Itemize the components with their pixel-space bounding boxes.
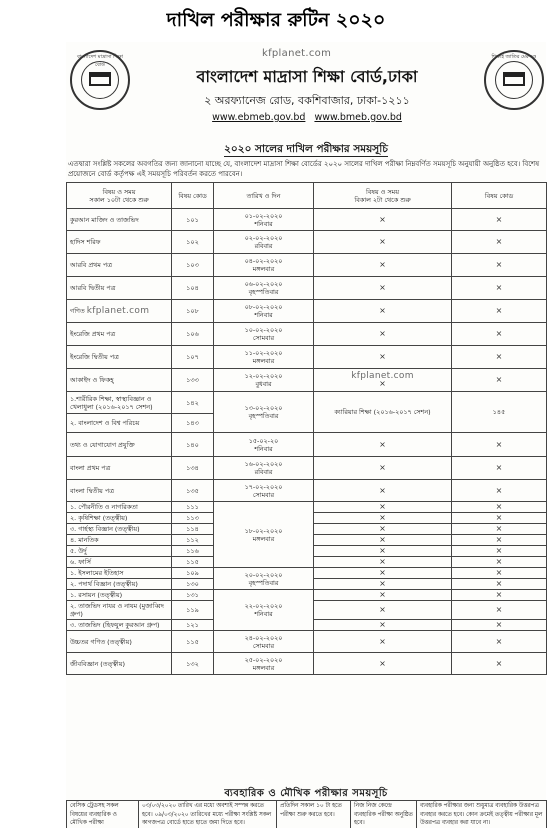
subject-cell: ৩. তাজভিদ (হিফযুল কুরআন গ্রুপ)	[67, 620, 172, 631]
cross-mark: ×	[452, 535, 547, 546]
code-cell: ১১৩	[172, 513, 214, 524]
practical-title: ব্যবহারিক ও মৌখিক পরীক্ষার সময়সূচি	[224, 788, 388, 799]
code-cell: ১০২	[172, 231, 214, 254]
date-cell: ০৪-০২-২০২০ মঙ্গলবার	[214, 254, 314, 277]
table-row	[67, 433, 547, 457]
cross-mark: ×	[314, 620, 452, 631]
subject-cell: ৬. ফার্সি	[67, 557, 172, 568]
table-row	[67, 801, 547, 828]
code-cell: ১০৭	[172, 346, 214, 369]
date-cell: ১১-০২-২০২০ মঙ্গলবার	[214, 346, 314, 369]
code-cell: ১৩১	[172, 590, 214, 601]
date-cell: ১২-০২-২০২০ বুধবার	[214, 369, 314, 392]
practical-table	[66, 800, 547, 828]
cross-mark: ×	[314, 513, 452, 524]
subject-cell: ৩. গার্হস্থ্য বিজ্ঞান (তত্ত্বীয়)	[67, 524, 172, 535]
code-cell: ১০১	[172, 209, 214, 231]
table-row	[67, 590, 547, 601]
subject-cell: আকাইদ ও ফিকহ্	[67, 369, 172, 392]
header-subject-morning: বিষয় ও সময় সকাল ১০টা থেকে শুরু	[67, 183, 172, 209]
date-cell: ১০-০২-২০২০ সোমবার	[214, 323, 314, 346]
cross-mark: ×	[452, 457, 547, 480]
code-cell: ১৩২	[172, 653, 214, 675]
cross-mark: ×	[452, 513, 547, 524]
subject-cell: জীববিজ্ঞান (তত্ত্বীয়)	[67, 653, 172, 675]
cross-mark: ×	[452, 557, 547, 568]
cross-mark: ×	[452, 231, 547, 254]
cross-mark: ×	[314, 480, 452, 502]
code-cell: ১০৮	[172, 300, 214, 323]
cross-mark: kfplanet.com ×	[314, 369, 452, 392]
table-row	[67, 631, 547, 653]
code-cell: ১৩৫	[172, 480, 214, 502]
cross-mark: ×	[314, 546, 452, 557]
practical-answer-sheet-cell: ব্যবহারিক পরীক্ষার জন্য শুধুমাত্র ব্যবহারিক উত্তরপত্র ব্যবহার করতে হবে। কোন ক্রমেই তত্ত্বীয় পরীক্ষার মূল উত্তরপত্র ব্যবহার করা যাবে না।	[417, 801, 547, 828]
cross-mark: ×	[314, 524, 452, 535]
subject-cell: আরবি প্রথম পত্র	[67, 254, 172, 277]
cross-mark: ×	[452, 323, 547, 346]
org-name: বাংলাদেশ মাদ্রাসা শিক্ষা বোর্ড,ঢাকা	[196, 67, 418, 86]
cross-mark: ×	[452, 631, 547, 653]
cross-mark: ×	[314, 557, 452, 568]
page-title: দাখিল পরীক্ষার রুটিন ২০২০	[166, 9, 386, 31]
cross-mark: ×	[314, 209, 452, 231]
code-cell: ১৩০	[172, 579, 214, 590]
cross-mark: ×	[452, 369, 547, 392]
subject-cell: ৪. মানতিক	[67, 535, 172, 546]
website-link-2[interactable]: www.bmeb.gov.bd	[314, 112, 402, 123]
cross-mark: ×	[452, 620, 547, 631]
cross-mark: ×	[314, 579, 452, 590]
emblem-icon: শিক্ষাই জাতির মেরুদণ্ড	[484, 50, 544, 110]
date-cell: ০১-০২-২০২০ শনিবার	[214, 209, 314, 231]
subject-cell: কুরআন মাজিদ ও তাজভিদ	[67, 209, 172, 231]
table-header-row	[67, 183, 547, 209]
subject-cell: ১. ইসলামের ইতিহাস	[67, 568, 172, 579]
cross-mark: ×	[314, 323, 452, 346]
subject-cell: ৫. উর্দু	[67, 546, 172, 557]
header-subject-afternoon: বিষয় ও সময় বিকাল ২টা থেকে শুরু	[314, 183, 452, 209]
watermark-top: kfplanet.com	[262, 48, 332, 59]
subject-cell: আরবি দ্বিতীয় পত্র	[67, 277, 172, 300]
table-row	[67, 231, 547, 254]
code-cell: ১১৬	[172, 546, 214, 557]
date-cell: ১৮-০২-২০২০ মঙ্গলবার	[214, 502, 314, 568]
cross-mark: ×	[314, 590, 452, 601]
cross-mark: ×	[314, 277, 452, 300]
code-cell: ১১৯	[172, 601, 214, 620]
date-cell: ২৫-০২-২০২০ মঙ্গলবার	[214, 653, 314, 675]
cross-mark: ×	[452, 568, 547, 579]
code-cell: ১৪৩	[172, 414, 214, 433]
routine-table	[66, 182, 547, 675]
cross-mark: ×	[452, 254, 547, 277]
table-row	[67, 480, 547, 502]
subject-cell: হাদিস শরিফ	[67, 231, 172, 254]
afternoon-subject-cell: ক্যারিয়ার শিক্ষা (২০১৬-২০১৭ সেশন)	[314, 392, 452, 433]
table-row	[67, 369, 547, 392]
header-code-2: বিষয় কোড	[452, 183, 547, 209]
code-cell: ১৪০	[172, 433, 214, 457]
cross-mark: ×	[452, 209, 547, 231]
date-cell: ২৪-০২-২০২০ সোমবার	[214, 631, 314, 653]
subject-cell: ইংরেজি দ্বিতীয় পত্র	[67, 346, 172, 369]
watermark-mid: kfplanet.com	[86, 306, 150, 316]
date-cell: ১৭-০২-২০২০ সোমবার	[214, 480, 314, 502]
code-cell: ১৩৪	[172, 457, 214, 480]
subject-cell: ১.শারীরিক শিক্ষা, স্বাস্থ্যবিজ্ঞান ও খেলাধুলা (২০১৬-২০১৭ সেশন)	[67, 392, 172, 414]
website-link-1[interactable]: www.ebmeb.gov.bd	[212, 112, 306, 123]
practical-deadline-cell: ০৩/০৩/২০২০ তারিখ এর মধ্যে অবশ্যই সম্পন্ন করতে হবে। ০৯/০৩/২০২০ তারিখের মধ্যে পরীক্ষা সংশ্লিষ্ট সকল কাগজপত্র বোর্ডে হাতে হাতে জমা দিতে হবে।	[139, 801, 277, 828]
schedule-title: ২০২০ সালের দাখিল পরীক্ষার সময়সূচি	[224, 143, 388, 155]
date-cell: ০৮-০২-২০২০ শনিবার	[214, 300, 314, 323]
cross-mark: ×	[314, 653, 452, 675]
subject-cell: বাংলা দ্বিতীয় পত্র	[67, 480, 172, 502]
table-row	[67, 300, 547, 323]
subject-cell: ইংরেজি প্রথম পত্র	[67, 323, 172, 346]
code-cell: ১১৫	[172, 557, 214, 568]
subject-cell: গণিত kfplanet.com	[67, 300, 172, 323]
date-cell: ২০-০২-২০২০ বৃহস্পতিবার	[214, 568, 314, 590]
subject-cell: ২. তাজভিদ নাযর ও নাযম (মুজাব্বিদ গ্রুপ)	[67, 601, 172, 620]
cross-mark: ×	[314, 346, 452, 369]
practical-subjects-cell: বেসিক ট্রেডসহ সকল বিষয়ের ব্যবহারিক ও মৌখিক পরীক্ষা	[67, 801, 139, 828]
subject-cell: ১. রসায়ন (তত্ত্বীয়)	[67, 590, 172, 601]
cross-mark: ×	[314, 568, 452, 579]
code-cell: ১০৯	[172, 568, 214, 579]
watermark-right: kfplanet.com	[351, 371, 414, 381]
cross-mark: ×	[452, 579, 547, 590]
date-cell: ১৫-০২-২০ শনিবার	[214, 433, 314, 457]
subject-cell: ২. বাংলাদেশ ও বিশ্ব পরিচয়	[67, 414, 172, 433]
table-row	[67, 653, 547, 675]
cross-mark: ×	[452, 502, 547, 513]
table-row	[67, 568, 547, 579]
cross-mark: ×	[452, 277, 547, 300]
org-websites	[142, 112, 472, 123]
cross-mark: ×	[452, 653, 547, 675]
table-row	[67, 457, 547, 480]
routine-document	[66, 42, 546, 828]
subject-cell: তথ্য ও যোগাযোগ প্রযুক্তি	[67, 433, 172, 457]
code-cell: ১১২	[172, 535, 214, 546]
practical-venue-cell: নিজ নিজ কেন্দ্রে ব্যবহারিক পরীক্ষা অনুষ্ঠিত হবে।	[351, 801, 417, 828]
date-cell: ১৬-০২-২০২০ রবিবার	[214, 457, 314, 480]
date-cell: ০২-০২-২০২০ রবিবার	[214, 231, 314, 254]
code-cell: ১২১	[172, 620, 214, 631]
cross-mark: ×	[314, 601, 452, 620]
table-row	[67, 346, 547, 369]
cross-mark: ×	[452, 346, 547, 369]
cross-mark: ×	[452, 433, 547, 457]
subject-cell: ২. পদার্থ বিজ্ঞান (তত্ত্বীয়)	[67, 579, 172, 590]
header-code: বিষয় কোড	[172, 183, 214, 209]
table-row	[67, 392, 547, 414]
afternoon-code-cell: ১৪৫	[452, 392, 547, 433]
table-row	[67, 323, 547, 346]
date-cell: ১৩-০২-২০২০ বৃহস্পতিবার	[214, 392, 314, 433]
code-cell: ১১৪	[172, 524, 214, 535]
cross-mark: ×	[314, 502, 452, 513]
notice-text: এতদ্বারা সংশ্লিষ্ট সকলের অবগতির জন্য জানানো যাচ্ছে যে, বাংলাদেশ মাদ্রাসা শিক্ষা বোর্ডের ২০২০ সালের দাখিল পরীক্ষা নিম্নবর্ণিত সময়সূচি অনুযায়ী অনুষ্ঠিত হবে। বিশেষ প্রয়োজনে বোর্ড কর্তৃপক্ষ এই সময়সূচি পরিবর্তন করতে পারবেন।	[68, 160, 540, 178]
table-row	[67, 209, 547, 231]
practical-time-cell: প্রতিদিন সকাল ১০ টা হতে পরীক্ষা শুরু করতে হবে।	[277, 801, 351, 828]
cross-mark: ×	[314, 300, 452, 323]
cross-mark: ×	[452, 590, 547, 601]
subject-cell: ২. কৃষিশিক্ষা (তত্ত্বীয়)	[67, 513, 172, 524]
subject-cell: উচ্চতর গণিত (তত্ত্বীয়)	[67, 631, 172, 653]
date-cell: ০৬-০২-২০২০ বৃহস্পতিবার	[214, 277, 314, 300]
subject-cell: বাংলা প্রথম পত্র	[67, 457, 172, 480]
table-row	[67, 254, 547, 277]
cross-mark: ×	[314, 457, 452, 480]
code-cell: ১০৪	[172, 277, 214, 300]
cross-mark: ×	[452, 524, 547, 535]
cross-mark: ×	[314, 631, 452, 653]
code-cell: ১১১	[172, 502, 214, 513]
code-cell: ১৪২	[172, 392, 214, 414]
code-cell: ১০৩	[172, 254, 214, 277]
table-row	[67, 502, 547, 513]
cross-mark: ×	[314, 254, 452, 277]
cross-mark: ×	[452, 300, 547, 323]
cross-mark: ×	[452, 601, 547, 620]
cross-mark: ×	[452, 546, 547, 557]
code-cell: ১৩৩	[172, 369, 214, 392]
board-header	[66, 42, 546, 137]
cross-mark: ×	[314, 433, 452, 457]
table-row	[67, 277, 547, 300]
subject-cell: ১. পৌরনীতি ও নাগরিকতা	[67, 502, 172, 513]
board-seal-icon: বাংলাদেশ মাদ্রাসা শিক্ষা বোর্ড	[70, 50, 130, 110]
cross-mark: ×	[314, 231, 452, 254]
org-address: ২ অরফ্যানেজ রোড, বকশিবাজার, ঢাকা-১২১১	[204, 94, 410, 107]
code-cell: ১০৬	[172, 323, 214, 346]
code-cell: ১১৫	[172, 631, 214, 653]
cross-mark: ×	[452, 480, 547, 502]
cross-mark: ×	[314, 535, 452, 546]
header-date-day: তারিখ ও দিন	[214, 183, 314, 209]
date-cell: ২২-০২-২০২০ শনিবার	[214, 590, 314, 631]
